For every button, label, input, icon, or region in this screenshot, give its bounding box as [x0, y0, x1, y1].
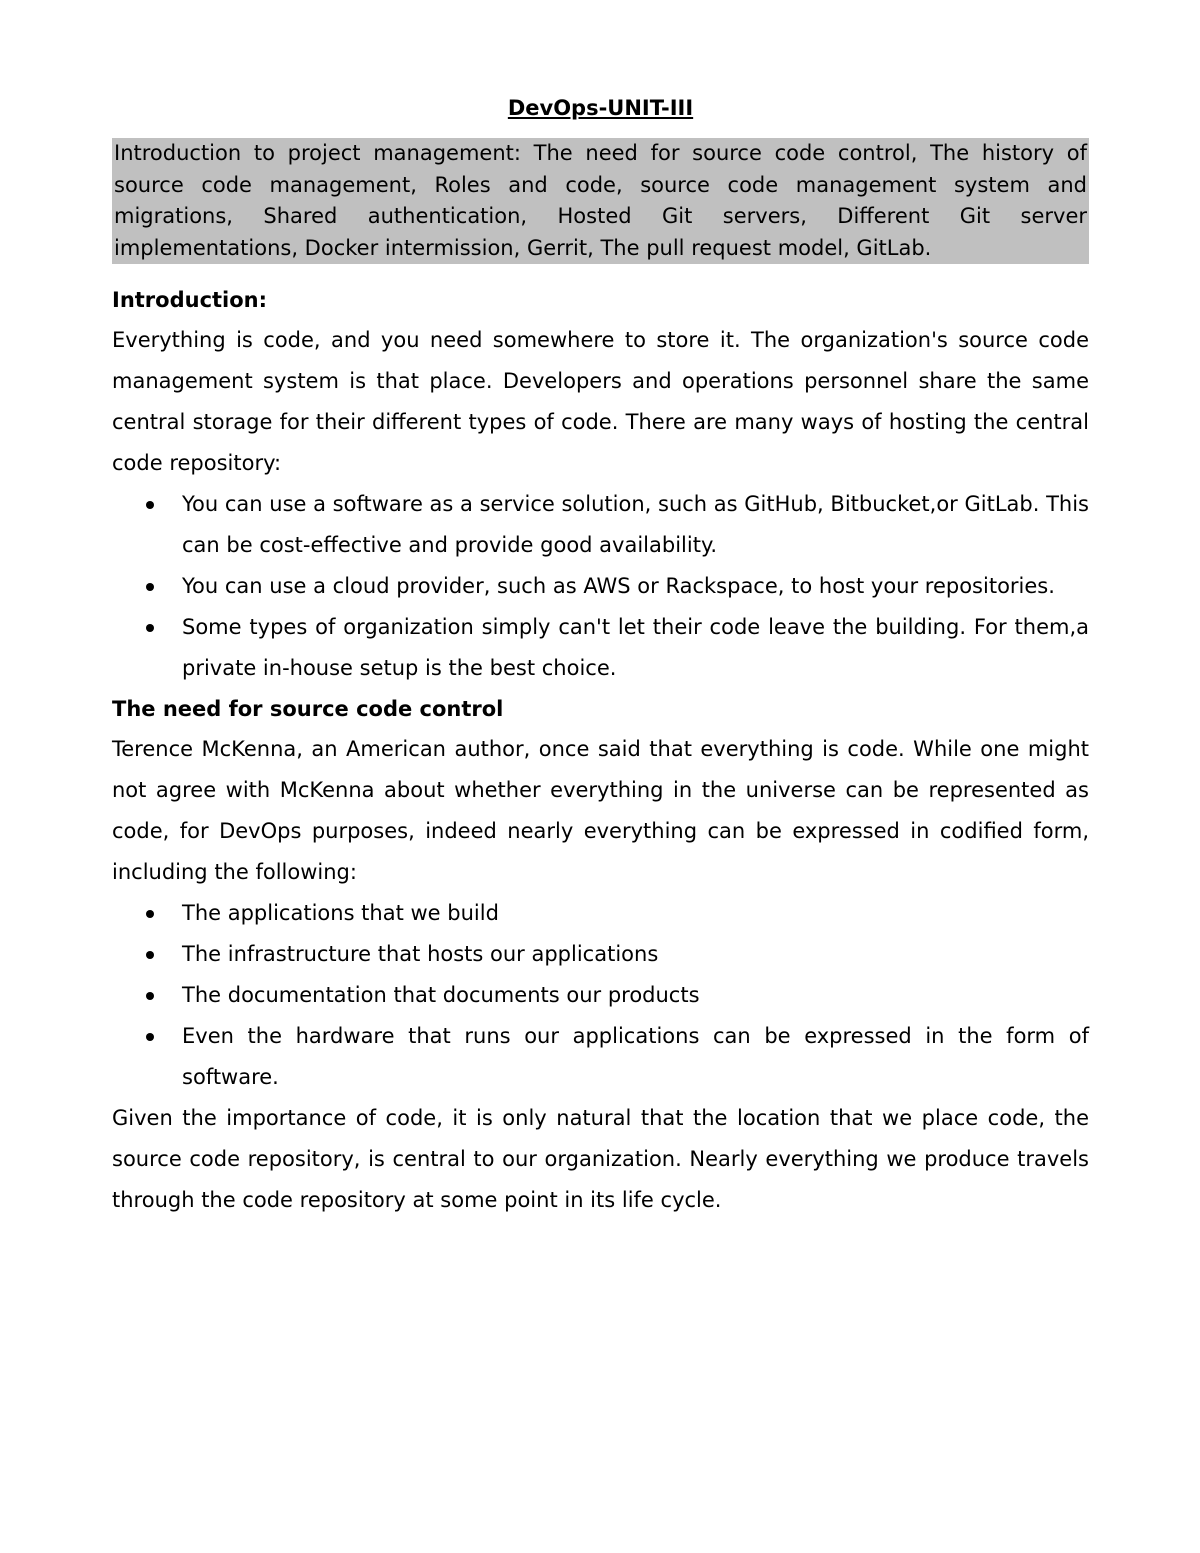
document-title: DevOps-UNIT-III: [507, 96, 694, 120]
list-item-text: Even the hardware that runs our applications can be expressed in the form of software.: [182, 1024, 1089, 1089]
source-control-heading: The need for source code control: [112, 697, 504, 721]
bullet-icon: [146, 951, 154, 959]
bullet-icon: [146, 624, 154, 632]
list-item-text: The documentation that documents our products: [182, 983, 700, 1007]
hosting-options-list: [112, 484, 1089, 689]
syllabus-box: Introduction to project management: The need for source code control, The history of source code management, Roles and code, source code management system and migrations, Shared authentication, Hosted Git servers, Different Git server implementations, Docker intermission, Gerrit, The pull request model, GitLab.: [112, 138, 1089, 264]
bullet-icon: [146, 910, 154, 918]
list-item: [112, 607, 1089, 689]
list-item: [112, 484, 1089, 566]
list-item-text: The infrastructure that hosts our applications: [182, 942, 659, 966]
introduction-heading: Introduction:: [112, 288, 268, 312]
codified-items-list: [112, 893, 1089, 1098]
list-item-text: You can use a software as a service solution, such as GitHub, Bitbucket,or GitLab. This can be cost-effective and provide good availability.: [182, 492, 1089, 557]
bullet-icon: [146, 1033, 154, 1041]
introduction-paragraph: Everything is code, and you need somewhere to store it. The organization's source code management system is that place. Developers and operations personnel share the same central storage for their different types of code. There are many ways of hosting the central code repository:: [112, 328, 1089, 475]
list-item: [112, 1016, 1089, 1098]
closing-paragraph: Given the importance of code, it is only natural that the location that we place code, the source code repository, is central to our organization. Nearly everything we produce travels through the code repository at some point in its life cycle.: [112, 1106, 1089, 1212]
bullet-icon: [146, 992, 154, 1000]
list-item-text: Some types of organization simply can't let their code leave the building. For them,a private in-house setup is the best choice.: [182, 615, 1089, 680]
list-item: [112, 934, 1089, 975]
list-item-text: You can use a cloud provider, such as AWS or Rackspace, to host your repositories.: [182, 574, 1055, 598]
list-item-text: The applications that we build: [182, 901, 499, 925]
bullet-icon: [146, 583, 154, 591]
document-page: [112, 90, 1089, 1221]
bullet-icon: [146, 501, 154, 509]
source-control-paragraph: Terence McKenna, an American author, once said that everything is code. While one might not agree with McKenna about whether everything in the universe can be represented as code, for DevOps purposes, indeed nearly everything can be expressed in codified form, including the following:: [112, 737, 1089, 884]
list-item: [112, 975, 1089, 1016]
list-item: [112, 566, 1089, 607]
list-item: [112, 893, 1089, 934]
